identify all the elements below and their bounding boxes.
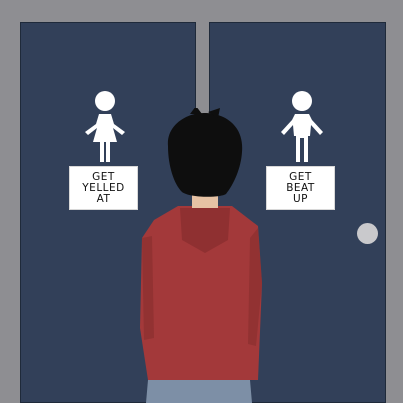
male-restroom-icon [278, 90, 326, 164]
right-sign-line-2: BEAT [286, 181, 315, 194]
left-sign-line-3: AT [96, 192, 111, 205]
right-sign-line-3: UP [292, 192, 309, 205]
person-in-red-hoodie [130, 108, 280, 403]
right-sign-line-1: GET [289, 170, 312, 183]
left-door-sign [69, 166, 138, 210]
female-restroom-icon [81, 90, 129, 164]
door-knob[interactable] [357, 223, 378, 244]
left-sign-line-2: YELLED [82, 181, 125, 194]
left-sign-line-1: GET [92, 170, 115, 183]
jeans [146, 380, 252, 403]
hair [168, 113, 242, 197]
